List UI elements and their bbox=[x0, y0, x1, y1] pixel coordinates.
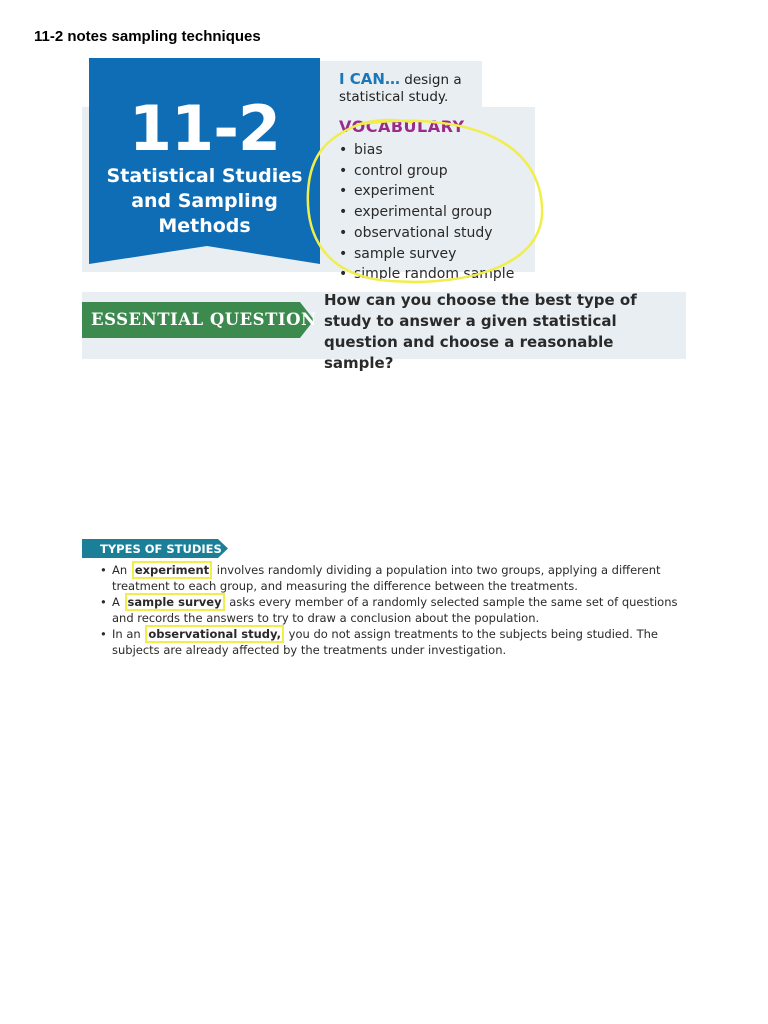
types-of-studies-heading: TYPES OF STUDIES bbox=[100, 542, 222, 556]
ican-statement bbox=[339, 71, 489, 106]
lesson-number: 11-2 bbox=[128, 92, 281, 165]
lesson-title-line: Methods bbox=[158, 215, 251, 237]
lesson-title bbox=[89, 164, 320, 239]
vocabulary-item: • experimental group bbox=[339, 202, 514, 223]
study-type-text: An bbox=[112, 563, 131, 577]
vocabulary-item: • observational study bbox=[339, 223, 514, 244]
types-of-studies-list bbox=[98, 562, 678, 658]
study-type-text: you do not assign treatments to the subjects being studied. The subjects are already affected by the treatments under investigation. bbox=[112, 627, 658, 657]
study-type-item bbox=[98, 626, 678, 658]
study-type-text: involves randomly dividing a population into two groups, applying a different treatment to each group, and measuring the difference between the treatments. bbox=[112, 563, 661, 593]
vocabulary-item: • sample survey bbox=[339, 244, 514, 265]
ican-heading: I CAN… bbox=[339, 70, 400, 88]
page-title: 11-2 notes sampling techniques bbox=[34, 28, 261, 45]
lesson-banner bbox=[89, 58, 320, 264]
ican-text: design a statistical study. bbox=[339, 72, 462, 105]
vocabulary-heading: VOCABULARY bbox=[339, 117, 465, 136]
yellow-circle-annotation bbox=[300, 112, 550, 292]
study-type-item bbox=[98, 562, 678, 594]
vocabulary-item: • bias bbox=[339, 140, 514, 161]
highlighted-term: sample survey bbox=[125, 593, 225, 611]
vocabulary-item: • experiment bbox=[339, 181, 514, 202]
highlighted-term: observational study, bbox=[145, 625, 284, 643]
lesson-title-line: Statistical Studies bbox=[106, 165, 303, 187]
essential-question-label: ESSENTIAL QUESTION bbox=[91, 310, 317, 329]
lesson-title-line: and Sampling bbox=[131, 190, 278, 212]
study-type-text: asks every member of a randomly selected sample the same set of questions and records the answers to try to draw a conclusion about the population. bbox=[112, 595, 678, 625]
study-type-text: In an bbox=[112, 627, 145, 641]
study-type-item bbox=[98, 594, 678, 626]
study-type-text: A bbox=[112, 595, 124, 609]
highlighted-term: experiment bbox=[132, 561, 212, 579]
essential-question-text: How can you choose the best type of study to answer a given statistical question and choose a reasonable sample? bbox=[324, 291, 637, 372]
vocabulary-item: • simple random sample bbox=[339, 264, 514, 285]
vocabulary-item: • control group bbox=[339, 161, 514, 182]
